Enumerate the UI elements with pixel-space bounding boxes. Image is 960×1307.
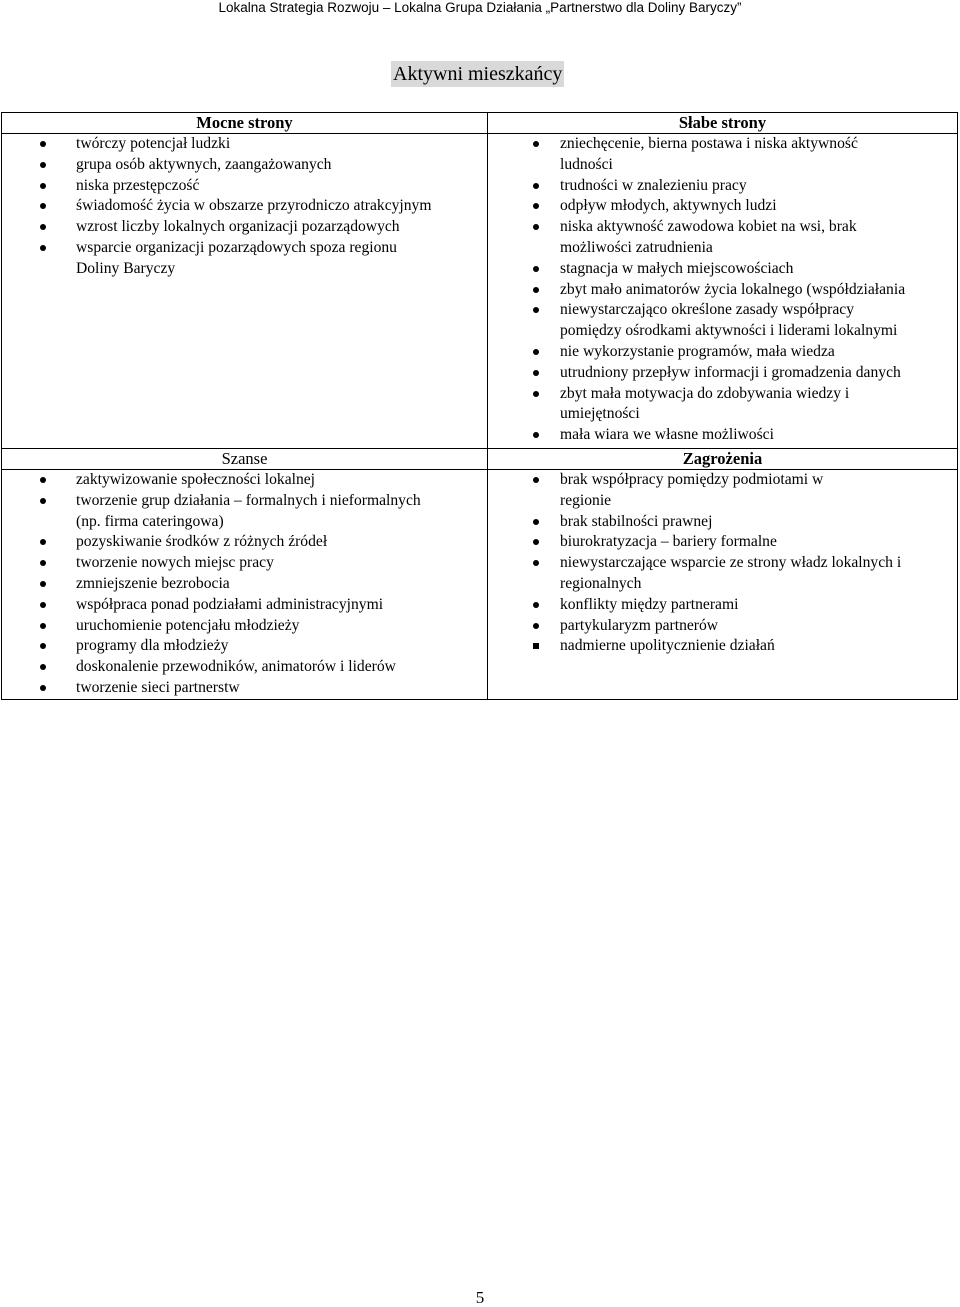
weaknesses-item-text: utrudniony przepływ informacji i gromadzenia danych bbox=[560, 363, 901, 381]
bullet-icon bbox=[533, 391, 539, 397]
weaknesses-heading: Słabe strony bbox=[678, 113, 767, 132]
threats-item bbox=[488, 470, 957, 512]
bullet-icon bbox=[533, 224, 539, 230]
bullet-icon bbox=[40, 162, 46, 168]
bullet-icon bbox=[40, 685, 46, 691]
weaknesses-item-text: odpływ młodych, aktywnych ludzi bbox=[560, 197, 777, 215]
threats-item bbox=[488, 532, 957, 553]
weaknesses-item bbox=[488, 280, 957, 301]
bullet-icon bbox=[40, 643, 46, 649]
bullet-icon bbox=[40, 581, 46, 587]
threats-cell bbox=[488, 469, 958, 699]
bullet-icon bbox=[40, 245, 46, 251]
bullet-icon bbox=[533, 432, 539, 438]
square-bullet-icon bbox=[533, 643, 539, 649]
bullet-icon bbox=[533, 477, 539, 483]
bullet-icon bbox=[533, 539, 539, 545]
page-number: 5 bbox=[475, 1288, 485, 1307]
bullet-icon bbox=[40, 183, 46, 189]
bullet-icon bbox=[40, 623, 46, 629]
opportunities-item-text: pozyskiwanie środków z różnych źródeł bbox=[76, 533, 328, 551]
weaknesses-item bbox=[488, 259, 957, 280]
threats-item-text: partykularyzm partnerów bbox=[560, 616, 719, 634]
bullet-icon bbox=[40, 539, 46, 545]
bullet-icon bbox=[533, 287, 539, 293]
weaknesses-header-cell bbox=[488, 113, 958, 134]
bullet-icon bbox=[533, 307, 539, 313]
threats-item-text: biurokratyzacja – bariery formalne bbox=[560, 533, 777, 551]
weaknesses-item-text: możliwości zatrudnienia bbox=[560, 238, 713, 256]
bullet-icon bbox=[533, 370, 539, 376]
bullet-icon bbox=[40, 602, 46, 608]
opportunities-item-text: zmniejszenie bezrobocia bbox=[76, 574, 230, 592]
strengths-cell bbox=[2, 134, 488, 449]
opportunities-item-text: współpraca ponad podziałami administracyjnymi bbox=[76, 595, 384, 613]
strengths-item-text: niska przestępczość bbox=[76, 176, 200, 194]
opportunities-item bbox=[2, 532, 487, 553]
opportunities-item-text: doskonalenie przewodników, animatorów i liderów bbox=[76, 658, 396, 676]
threats-item bbox=[488, 636, 957, 657]
opportunities-heading: Szanse bbox=[221, 448, 268, 468]
bullet-icon bbox=[40, 664, 46, 670]
strengths-item bbox=[2, 217, 487, 238]
bullet-icon bbox=[40, 203, 46, 209]
weaknesses-item bbox=[488, 384, 957, 426]
weaknesses-item-text: zniechęcenie, bierna postawa i niska aktywność bbox=[560, 135, 858, 152]
opportunities-item bbox=[2, 636, 487, 657]
weaknesses-item bbox=[488, 300, 957, 342]
weaknesses-item bbox=[488, 425, 957, 446]
threats-item-text: regionie bbox=[560, 491, 612, 509]
bullet-icon bbox=[533, 519, 539, 525]
strengths-item-text: grupa osób aktywnych, zaangażowanych bbox=[76, 155, 332, 173]
strengths-item bbox=[2, 196, 487, 217]
bullet-icon bbox=[533, 602, 539, 608]
strengths-list bbox=[2, 134, 487, 280]
threats-item bbox=[488, 553, 957, 595]
weaknesses-item-text: trudności w znalezieniu pracy bbox=[560, 176, 747, 194]
opportunities-item-text: programy dla młodzieży bbox=[76, 637, 229, 655]
threats-item bbox=[488, 595, 957, 616]
weaknesses-list bbox=[488, 134, 957, 446]
weaknesses-item bbox=[488, 134, 957, 176]
bullet-icon bbox=[40, 141, 46, 147]
bullet-icon bbox=[40, 498, 46, 504]
opportunities-item-text: uruchomienie potencjału młodzieży bbox=[76, 616, 300, 634]
weaknesses-item-text: zbyt mała motywacja do zdobywania wiedzy i bbox=[560, 384, 850, 402]
swot-table bbox=[1, 112, 958, 700]
bullet-icon bbox=[533, 203, 539, 209]
bullet-icon bbox=[533, 623, 539, 629]
threats-heading: Zagrożenia bbox=[682, 448, 763, 468]
weaknesses-item-text: zbyt mało animatorów życia lokalnego (współdziałania bbox=[560, 280, 906, 298]
strengths-item-text: wzrost liczby lokalnych organizacji pozarządowych bbox=[76, 218, 400, 236]
strengths-item bbox=[2, 238, 487, 280]
weaknesses-item-text: pomiędzy ośrodkami aktywności i liderami lokalnymi bbox=[560, 322, 898, 340]
weaknesses-item bbox=[488, 342, 957, 363]
opportunities-item-text: tworzenie nowych miejsc pracy bbox=[76, 554, 274, 572]
opportunities-item-text: zaktywizowanie społeczności lokalnej bbox=[76, 470, 316, 488]
bullet-icon bbox=[40, 560, 46, 566]
bullet-icon bbox=[533, 560, 539, 566]
bullet-icon bbox=[533, 266, 539, 272]
opportunities-item bbox=[2, 491, 487, 533]
bullet-icon bbox=[533, 141, 539, 147]
weaknesses-item-text: niewystarczająco określone zasady współpracy bbox=[560, 301, 854, 319]
strengths-header-cell bbox=[2, 113, 488, 134]
strengths-heading: Mocne strony bbox=[196, 113, 293, 132]
opportunities-list bbox=[2, 470, 487, 699]
opportunities-item bbox=[2, 470, 487, 491]
running-header: Lokalna Strategia Rozwoju – Lokalna Grupa Działania „Partnerstwo dla Doliny Baryczy” bbox=[218, 0, 742, 15]
opportunities-item bbox=[2, 553, 487, 574]
weaknesses-item bbox=[488, 217, 957, 259]
strengths-item-text: wsparcie organizacji pozarządowych spoza regionu bbox=[76, 238, 397, 256]
weaknesses-item-text: nie wykorzystanie programów, mała wiedza bbox=[560, 342, 835, 360]
opportunities-header-cell bbox=[2, 448, 488, 469]
opportunities-item bbox=[2, 574, 487, 595]
threats-item-text: brak współpracy pomiędzy podmiotami w bbox=[560, 470, 824, 488]
opportunities-item-text: (np. firma cateringowa) bbox=[76, 512, 224, 530]
bullet-icon bbox=[40, 477, 46, 483]
section-title: Aktywni mieszkańcy bbox=[393, 63, 563, 85]
strengths-item-text: twórczy potencjał ludzki bbox=[76, 135, 231, 152]
bullet-icon bbox=[533, 183, 539, 189]
opportunities-cell bbox=[2, 469, 488, 699]
weaknesses-item bbox=[488, 176, 957, 197]
strengths-item-text: świadomość życia w obszarze przyrodniczo atrakcyjnym bbox=[76, 197, 432, 215]
threats-item-text: konflikty między partnerami bbox=[560, 595, 739, 613]
weaknesses-item-text: niska aktywność zawodowa kobiet na wsi, brak bbox=[560, 218, 857, 236]
strengths-item-text: Doliny Baryczy bbox=[76, 259, 176, 277]
opportunities-item-text: tworzenie sieci partnerstw bbox=[76, 678, 240, 696]
strengths-item bbox=[2, 155, 487, 176]
opportunities-item bbox=[2, 678, 487, 699]
threats-header-cell bbox=[488, 448, 958, 469]
threats-item bbox=[488, 616, 957, 637]
threats-item-text: nadmierne upolitycznienie działań bbox=[560, 637, 775, 655]
opportunities-item-text: tworzenie grup działania – formalnych i nieformalnych bbox=[76, 491, 421, 509]
weaknesses-item bbox=[488, 196, 957, 217]
weaknesses-item bbox=[488, 363, 957, 384]
weaknesses-cell bbox=[488, 134, 958, 449]
opportunities-item bbox=[2, 616, 487, 637]
threats-item-text: regionalnych bbox=[560, 574, 642, 592]
opportunities-item bbox=[2, 657, 487, 678]
threats-list bbox=[488, 470, 957, 657]
threats-item-text: brak stabilności prawnej bbox=[560, 512, 713, 530]
strengths-item bbox=[2, 134, 487, 155]
weaknesses-item-text: stagnacja w małych miejscowościach bbox=[560, 259, 794, 277]
bullet-icon bbox=[40, 224, 46, 230]
weaknesses-item-text: mała wiara we własne możliwości bbox=[560, 426, 774, 444]
threats-item-text: niewystarczające wsparcie ze strony władz lokalnych i bbox=[560, 554, 902, 572]
bullet-icon bbox=[533, 349, 539, 355]
threats-item bbox=[488, 512, 957, 533]
strengths-item bbox=[2, 176, 487, 197]
weaknesses-item-text: umiejętności bbox=[560, 405, 640, 423]
weaknesses-item-text: ludności bbox=[560, 155, 613, 173]
opportunities-item bbox=[2, 595, 487, 616]
